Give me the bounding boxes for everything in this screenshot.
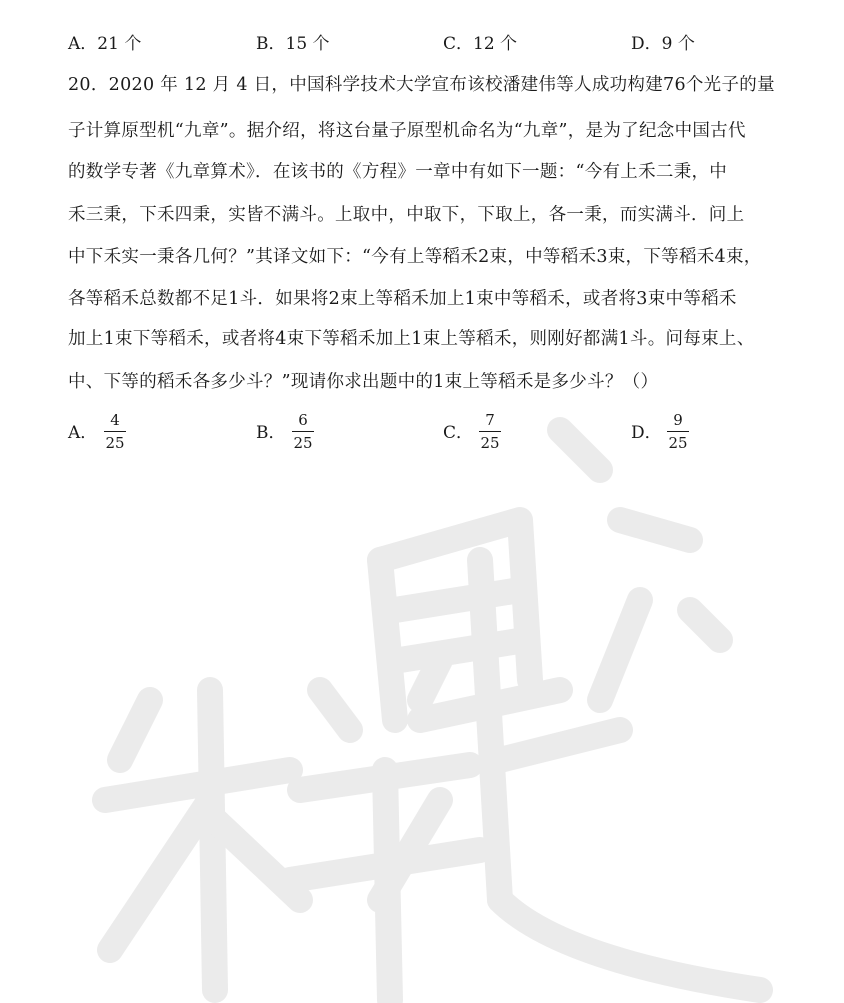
- prev-option-c: C．12 个: [443, 34, 518, 54]
- question-line: 禾三秉，下禾四秉，实皆不满斗。上取中，中取下，下取上，各一秉，而实满斗．问上: [68, 205, 745, 225]
- fraction-bar: [667, 431, 689, 432]
- option-letter: A．: [68, 423, 98, 443]
- question-line: 中下禾实一秉各几何？”其译文如下：“今有上等稻禾2束，中等稻禾3束，下等稻禾4束，: [68, 247, 762, 267]
- option-letter: D．: [631, 423, 662, 443]
- option-letter: C．: [443, 423, 474, 443]
- denominator: 25: [480, 434, 500, 452]
- fraction: [665, 410, 691, 453]
- question-line: 20．2020 年 12 月 4 日，中国科学技术大学宣布该校潘建伟等人成功构建76个光子的量: [68, 75, 775, 95]
- fraction-bar: [292, 431, 314, 432]
- fraction: [290, 410, 316, 453]
- question-line: 的数学专著《九章算术》．在该书的《方程》一章中有如下一题：“今有上禾二秉，中: [68, 162, 728, 182]
- denominator: 25: [105, 434, 125, 452]
- prev-option-a: A．21 个: [68, 34, 142, 54]
- question-line: 各等稻禾总数都不足1斗．如果将2束上等稻禾加上1束中等稻禾，或者将3束中等稻禾: [68, 289, 737, 309]
- question-line: 子计算原型机“九章”。据介绍，将这台量子原型机命名为“九章”，是为了纪念中国古代: [68, 121, 746, 141]
- numerator: 7: [485, 411, 495, 429]
- prev-option-d: D．9 个: [631, 34, 695, 54]
- fraction: [102, 410, 128, 453]
- prev-option-b: B．15 个: [256, 34, 330, 54]
- option-letter: B．: [256, 423, 286, 443]
- numerator: 6: [298, 411, 308, 429]
- question-line: 加上1束下等稻禾，或者将4束下等稻禾加上1束上等稻禾，则刚好都满1斗。问每束上、: [68, 329, 755, 349]
- previous-options-row: [0, 32, 844, 72]
- fraction-bar: [479, 431, 501, 432]
- fraction-bar: [104, 431, 126, 432]
- numerator: 4: [110, 411, 120, 429]
- question-line: 中、下等的稻禾各多少斗？”现请你求出题中的1束上等稻禾是多少斗？（）: [68, 372, 659, 392]
- numerator: 9: [673, 411, 683, 429]
- denominator: 25: [668, 434, 688, 452]
- fraction: [477, 410, 503, 453]
- denominator: 25: [293, 434, 313, 452]
